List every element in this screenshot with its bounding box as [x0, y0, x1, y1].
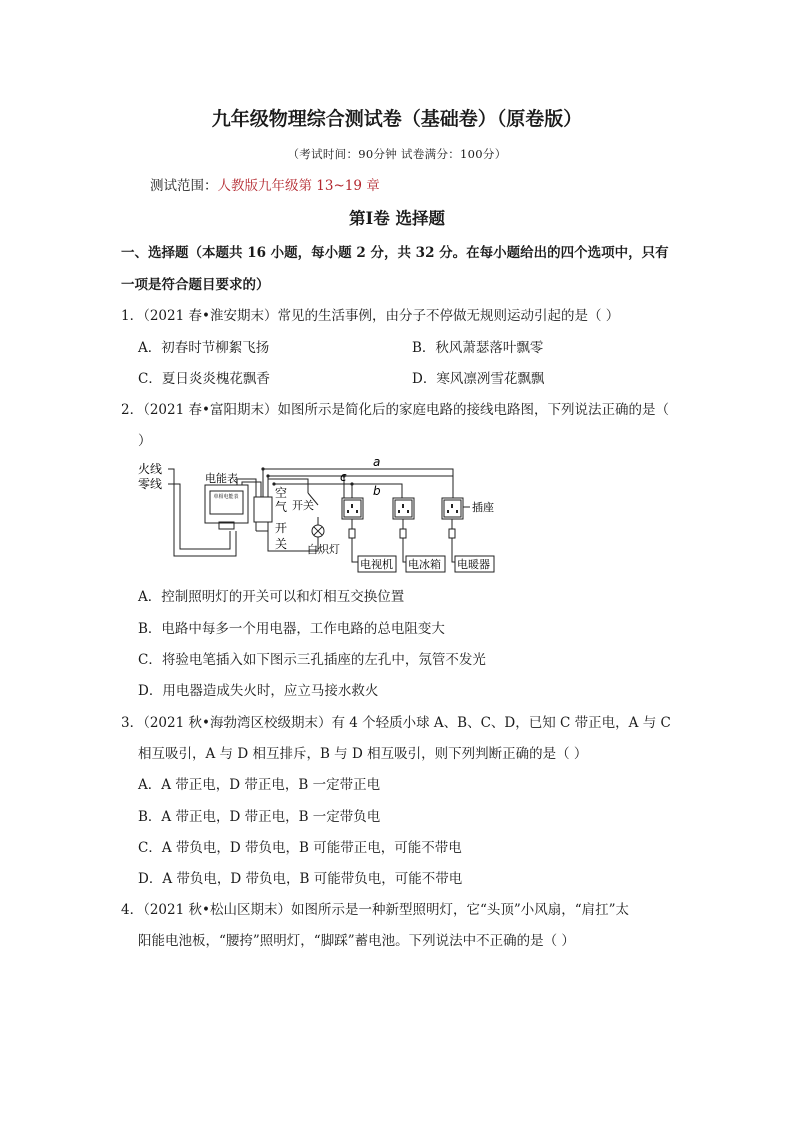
air-switch-char-2: 气	[275, 500, 288, 514]
wire-c-label: c	[340, 470, 347, 484]
appliance-tv: 电视机	[360, 558, 393, 571]
page-title: 九年级物理综合测试卷（基础卷）（原卷版）	[211, 108, 583, 130]
wire-a-label: a	[373, 455, 381, 469]
meter-face-label: 单相电能表	[213, 494, 239, 500]
question-4-stem-cont: 阳能电池板，“腰挎”照明灯，“脚踩”蓄电池。下列说法中不正确的是（ ）	[138, 933, 575, 949]
circuit-diagram	[130, 455, 510, 575]
part-instructions-line1: 一、选择题（本题共 16 小题，每小题 2 分，共 32 分。在每小题给出的四个选项中，只有	[121, 245, 669, 261]
question-3-option-d[interactable]: D．A 带负电，D 带负电，B 可能带负电，可能不带电	[138, 871, 463, 887]
appliance-heater: 电暖器	[457, 558, 490, 571]
question-1-stem: 1．（2021 春•淮安期末）常见的生活事例，由分子不停做无规则运动引起的是（ ）	[121, 308, 620, 324]
socket-label: 插座	[472, 501, 494, 514]
question-2-stem-cont: ）	[138, 433, 152, 449]
question-2-option-b[interactable]: B．电路中每多一个用电器，工作电路的总电阻变大	[138, 621, 445, 637]
scope-value: 人教版九年级第 13~19 章	[217, 178, 380, 194]
question-2-stem: 2．（2021 春•富阳期末）如图所示是简化后的家庭电路的接线电路图，下列说法正确的是（	[121, 402, 669, 418]
section-title: 第Ⅰ卷 选择题	[349, 209, 445, 228]
question-1-option-d[interactable]: D．寒风凛冽雪花飘飘	[412, 371, 545, 387]
live-wire-label: 火线	[138, 462, 163, 476]
switch-label: 开关	[292, 499, 314, 512]
air-switch-char-3: 开	[275, 521, 288, 535]
question-1-option-b[interactable]: B．秋风萧瑟落叶飘零	[412, 340, 544, 356]
question-3-option-c[interactable]: C．A 带负电，D 带负电，B 可能带正电，可能不带电	[138, 840, 462, 856]
neutral-wire-label: 零线	[138, 477, 163, 491]
air-switch-char-1: 空	[275, 486, 288, 500]
question-2-option-c[interactable]: C．将验电笔插入如下图示三孔插座的左孔中，氖管不发光	[138, 652, 486, 668]
question-2-option-a[interactable]: A．控制照明灯的开关可以和灯相互交换位置	[138, 589, 405, 605]
appliance-fridge: 电冰箱	[408, 558, 441, 571]
exam-info: （考试时间：90分钟 试卷满分：100分）	[287, 147, 507, 161]
test-scope	[150, 174, 380, 194]
wire-b-label: b	[373, 484, 381, 498]
question-3-stem-cont: 相互吸引，A 与 D 相互排斥，B 与 D 相互吸引，则下列判断正确的是（ ）	[138, 746, 588, 762]
scope-label: 测试范围：	[150, 178, 218, 194]
air-switch-char-4: 关	[275, 537, 288, 551]
question-4-stem: 4．（2021 秋•松山区期末）如图所示是一种新型照明灯，它“头顶”小风扇，“肩扛”太	[121, 902, 630, 918]
part-instructions-line2: 一项是符合题目要求的）	[121, 277, 270, 293]
question-2-option-d[interactable]: D．用电器造成失火时，应立马接水救火	[138, 683, 379, 699]
question-1-option-a[interactable]: A．初春时节柳絮飞扬	[138, 340, 270, 356]
question-3-option-a[interactable]: A．A 带正电，D 带正电，B 一定带正电	[138, 777, 381, 793]
lamp-label: 白炽灯	[307, 543, 340, 556]
meter-label: 电能表	[205, 472, 238, 485]
question-3-stem: 3．（2021 秋•海勃湾区校级期末）有 4 个轻质小球 A、B、C、D，已知 C 带正电，A 与 C	[121, 715, 671, 731]
question-3-option-b[interactable]: B．A 带正电，D 带正电，B 一定带负电	[138, 809, 381, 825]
question-1-option-c[interactable]: C．夏日炎炎槐花飘香	[138, 371, 270, 387]
